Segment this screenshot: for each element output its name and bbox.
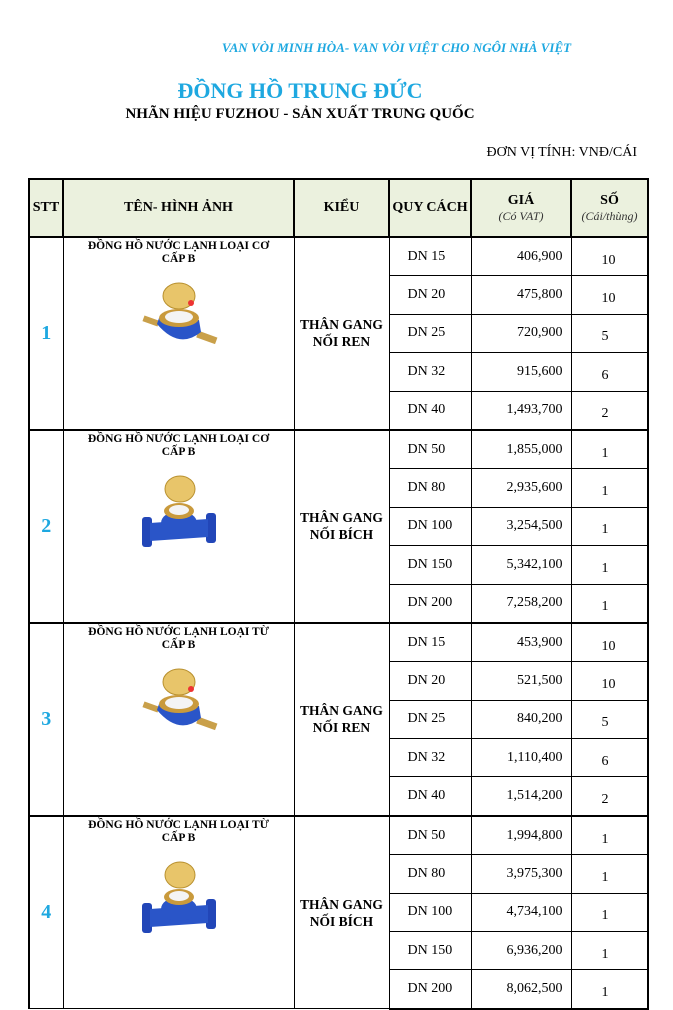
qty-cell: 2 [571, 777, 648, 816]
table-row [29, 623, 648, 662]
price-cell: 1,994,800 [471, 816, 571, 855]
page-subtitle: NHÃN HIỆU FUZHOU - SẢN XUẤT TRUNG QUỐC [125, 106, 475, 122]
qty-note: (Cái/thùng) [581, 208, 638, 223]
price-cell: 1,514,200 [471, 777, 571, 816]
price-cell: 840,200 [471, 700, 571, 738]
qty-cell: 10 [571, 623, 648, 662]
qty-cell: 1 [571, 932, 648, 970]
type-cell: THÂN GANG NỐI BÍCH [294, 816, 389, 1009]
qty-cell: 6 [571, 739, 648, 777]
product-name: ĐỒNG HỒ NƯỚC LẠNH LOẠI TỪ CẤP B [88, 818, 269, 844]
price-cell: 453,900 [471, 623, 571, 662]
size-cell: DN 150 [389, 546, 471, 584]
price-cell: 7,258,200 [471, 584, 571, 623]
price-cell: 4,734,100 [471, 893, 571, 931]
stt-cell: 4 [29, 816, 63, 1009]
table-row [29, 237, 648, 276]
qty-cell: 6 [571, 353, 648, 391]
price-cell: 3,254,500 [471, 507, 571, 545]
price-cell: 5,342,100 [471, 546, 571, 584]
size-cell: DN 100 [389, 893, 471, 931]
col-qc: QUY CÁCH [389, 179, 471, 237]
price-cell: 1,493,700 [471, 391, 571, 430]
qty-label: SỐ [600, 192, 619, 208]
price-cell: 6,936,200 [471, 932, 571, 970]
size-cell: DN 50 [389, 430, 471, 469]
size-cell: DN 25 [389, 700, 471, 738]
size-cell: DN 40 [389, 777, 471, 816]
price-cell: 475,800 [471, 276, 571, 314]
price-cell: 720,900 [471, 314, 571, 352]
product-cell [63, 430, 294, 623]
price-label: GIÁ [507, 192, 535, 208]
price-note: (Có VAT) [498, 208, 544, 223]
qty-cell: 10 [571, 276, 648, 314]
price-cell: 3,975,300 [471, 855, 571, 893]
type-cell: THÂN GANG NỐI REN [294, 237, 389, 430]
stt-cell: 2 [29, 430, 63, 623]
product-image [64, 859, 294, 941]
slogan: VAN VÒI MINH HÒA- VAN VÒI VIỆT CHO NGÔI NHÀ VIỆT [221, 40, 572, 55]
size-cell: DN 20 [389, 276, 471, 314]
product-name: ĐỒNG HỒ NƯỚC LẠNH LOẠI CƠ CẤP B [87, 240, 270, 265]
qty-cell: 5 [571, 314, 648, 352]
size-cell: DN 80 [389, 469, 471, 507]
qty-cell: 1 [571, 469, 648, 507]
product-cell [63, 623, 294, 816]
product-image [64, 473, 294, 555]
qty-cell: 1 [571, 893, 648, 931]
product-image [64, 666, 294, 742]
page-title: ĐỒNG HỒ TRUNG ĐỨC [177, 78, 423, 103]
qty-cell: 10 [571, 237, 648, 276]
product-cell [63, 816, 294, 1009]
price-cell: 915,600 [471, 353, 571, 391]
unit-note: ĐƠN VỊ TÍNH: VNĐ/CÁI [486, 145, 637, 160]
price-cell: 406,900 [471, 237, 571, 276]
size-cell: DN 100 [389, 507, 471, 545]
col-kieu: KIỂU [294, 179, 389, 237]
qty-cell: 2 [571, 391, 648, 430]
price-cell: 2,935,600 [471, 469, 571, 507]
size-cell: DN 200 [389, 584, 471, 623]
qty-cell: 1 [571, 855, 648, 893]
product-image [64, 280, 294, 356]
size-cell: DN 25 [389, 314, 471, 352]
product-cell [63, 237, 294, 430]
qty-cell: 1 [571, 430, 648, 469]
size-cell: DN 20 [389, 662, 471, 700]
table-row [29, 430, 648, 469]
price-cell: 1,110,400 [471, 739, 571, 777]
size-cell: DN 50 [389, 816, 471, 855]
qty-cell: 1 [571, 816, 648, 855]
type-cell: THÂN GANG NỐI BÍCH [294, 430, 389, 623]
qty-cell: 10 [571, 662, 648, 700]
price-cell: 1,855,000 [471, 430, 571, 469]
stt-cell: 3 [29, 623, 63, 816]
size-cell: DN 32 [389, 353, 471, 391]
qty-cell: 1 [571, 507, 648, 545]
size-cell: DN 32 [389, 739, 471, 777]
type-cell: THÂN GANG NỐI REN [294, 623, 389, 816]
price-cell: 8,062,500 [471, 970, 571, 1009]
stt-cell: 1 [29, 237, 63, 430]
size-cell: DN 15 [389, 623, 471, 662]
product-name: ĐỒNG HỒ NƯỚC LẠNH LOẠI TỪ CẤP B [88, 625, 269, 651]
price-cell: 521,500 [471, 662, 571, 700]
size-cell: DN 15 [389, 237, 471, 276]
product-name: ĐỒNG HỒ NƯỚC LẠNH LOẠI CƠ CẤP B [87, 432, 270, 458]
table-row [29, 816, 648, 855]
table-header [29, 179, 648, 237]
col-price [471, 179, 571, 237]
size-cell: DN 150 [389, 932, 471, 970]
qty-cell: 1 [571, 970, 648, 1009]
price-table [28, 178, 649, 1010]
size-cell: DN 80 [389, 855, 471, 893]
col-qty [571, 179, 648, 237]
size-cell: DN 40 [389, 391, 471, 430]
col-stt: STT [29, 179, 63, 237]
size-cell: DN 200 [389, 970, 471, 1009]
col-name: TÊN- HÌNH ẢNH [63, 179, 294, 237]
qty-cell: 1 [571, 584, 648, 623]
qty-cell: 1 [571, 546, 648, 584]
qty-cell: 5 [571, 700, 648, 738]
